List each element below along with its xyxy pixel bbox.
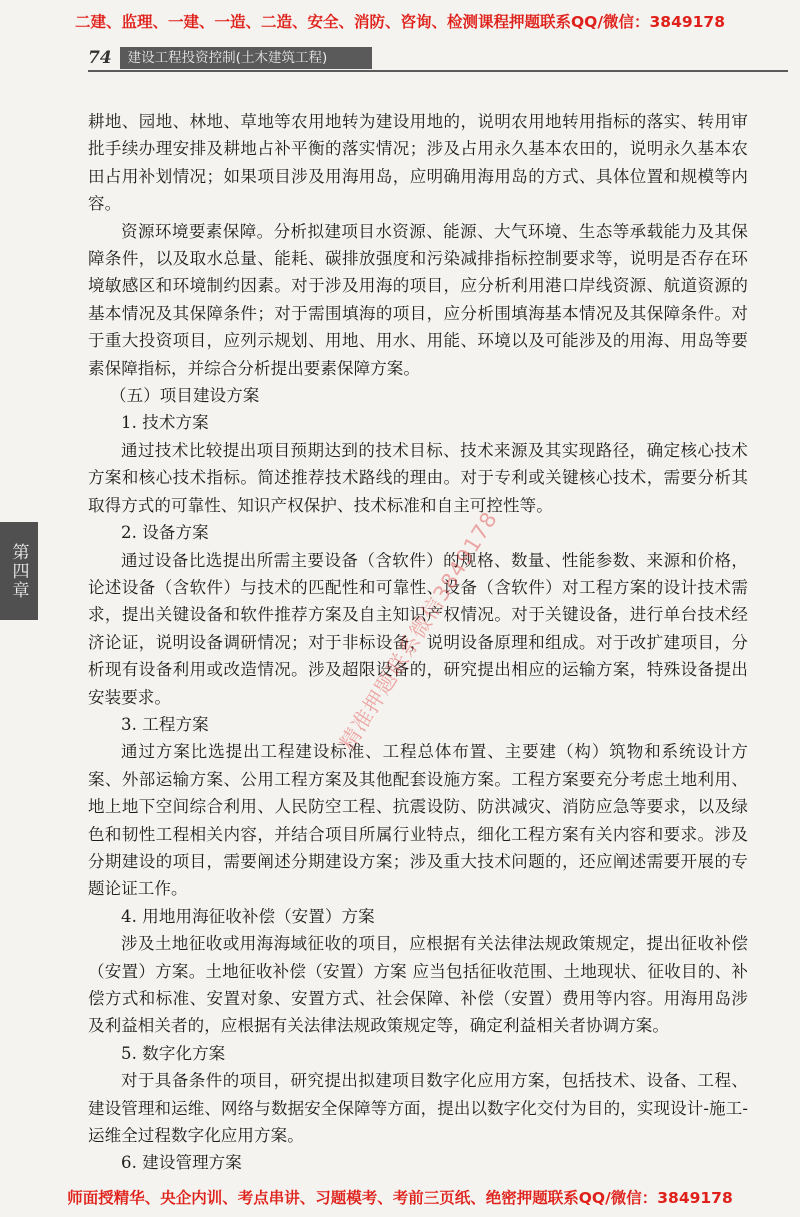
paragraph: 通过技术比较提出项目预期达到的技术目标、技术来源及其实现路径，确定核心技术方案和核心技术指标。简述推荐技术路线的理由。对于专利或关键核心技术，需要分析其取得方式的可靠性、知识产权保护、技术标准和自主可控性等。: [88, 440, 748, 515]
subsection-heading: 3. 工程方案: [121, 714, 209, 734]
subsection-heading: 5. 数字化方案: [121, 1043, 226, 1063]
paragraph: 资源环境要素保障。分析拟建项目水资源、能源、大气环境、生态等承载能力及其保障条件，以及取水总量、能耗、碳排放强度和污染减排指标控制要求等，说明是否存在环境敏感区和环境制约因素。对于涉及用海的项目，应分析利用港口岸线资源、航道资源的基本情况及其保障条件；对于需围填海的项目，应分析围填海基本情况及其保障条件。对于重大投资项目，应列示规划、用地、用水、用能、环境以及可能涉及的用海、用岛等要素保障指标，并综合分析提出要素保障方案。: [88, 221, 748, 378]
subsection-heading: 6. 建设管理方案: [121, 1153, 242, 1173]
page-number: 74: [88, 48, 112, 68]
subsection-heading: 4. 用地用海征收补偿（安置）方案: [121, 906, 375, 926]
chapter-tab: [0, 522, 38, 620]
paragraph: 对于具备条件的项目，研究提出拟建项目数字化应用方案，包括技术、设备、工程、建设管理和运维、网络与数据安全保障等方面，提出以数字化交付为目的，实现设计-施工-运维全过程数字化应用方案。: [88, 1071, 748, 1146]
top-promo-banner: 二建、监理、一建、一造、二造、安全、消防、咨询、检测课程押题联系QQ/微信：3849178: [74, 13, 725, 31]
book-title: 建设工程投资控制(土木建筑工程): [120, 47, 372, 69]
running-header: [88, 46, 372, 70]
header-rule: [88, 70, 788, 72]
paragraph: 涉及土地征收或用海海域征收的项目，应根据有关法律法规政策规定，提出征收补偿（安置）方案。土地征收补偿（安置）方案 应当包括征收范围、土地现状、征收目的、补偿方式和标准、安置对象、安置方式、社会保障、补偿（安置）费用等内容。用海用岛涉及利益相关者的，应根据有关法律法规政策规定等，确定利益相关者协调方案。: [88, 934, 748, 1036]
chapter-label: 第四章: [8, 542, 29, 600]
watermark-text: 精准押题联系微信3849178: [335, 507, 503, 755]
subsection-heading: 1. 技术方案: [121, 413, 209, 433]
paragraph: 通过方案比选提出工程建设标准、工程总体布置、主要建（构）筑物和系统设计方案、外部运输方案、公用工程方案及其他配套设施方案。工程方案要充分考虑土地利用、地上地下空间综合利用、人民防空工程、抗震设防、防洪减灾、消防应急等要求，以及绿色和韧性工程相关内容，并结合项目所属行业特点，细化工程方案有关内容和要求。涉及分期建设的项目，需要阐述分期建设方案；涉及重大技术问题的，还应阐述需要开展的专题论证工作。: [88, 742, 748, 899]
body-text: [88, 108, 748, 1177]
paragraph: 耕地、园地、林地、草地等农用地转为建设用地的，说明农用地转用指标的落实、转用审批手续办理安排及耕地占补平衡的落实情况；涉及占用永久基本农田的，说明永久基本农田占用补划情况；如果项目涉及用海用岛，应明确用海用岛的方式、具体位置和规模等内容。: [88, 112, 748, 214]
subsection-heading: 2. 设备方案: [121, 523, 209, 543]
paragraph: 通过设备比选提出所需主要设备（含软件）的规格、数量、性能参数、来源和价格，论述设备（含软件）与技术的匹配性和可靠性、设备（含软件）对工程方案的设计技术需求，提出关键设备和软件推荐方案及自主知识产权情况。对于关键设备，进行单台技术经济论证，说明设备调研情况；对于非标设备，说明设备原理和组成。对于改扩建项目，分析现有设备利用或改造情况。涉及超限设备的，研究提出相应的运输方案，特殊设备提出安装要求。: [88, 550, 748, 707]
section-heading: （五）项目建设方案: [110, 386, 260, 406]
bottom-promo-banner: 师面授精华、央企内训、考点串讲、习题模考、考前三页纸、绝密押题联系QQ/微信：3849178: [67, 1189, 733, 1207]
